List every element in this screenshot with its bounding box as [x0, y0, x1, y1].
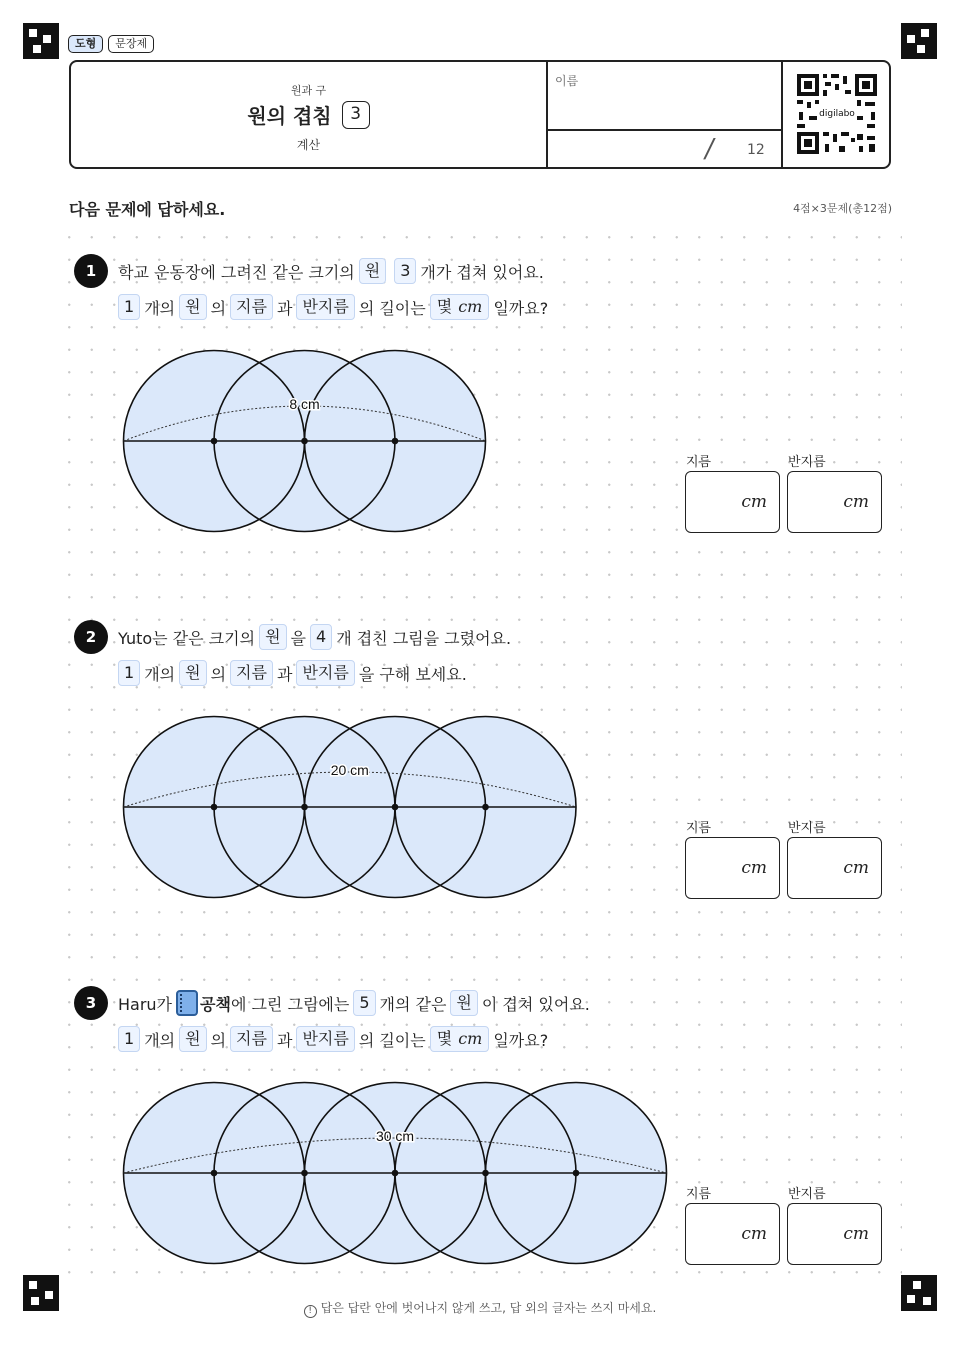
footer-text: 답은 답란 안에 벗어나지 않게 쓰고, 답 외의 글자는 쓰지 마세요. [320, 1301, 657, 1315]
radius-answer-label: 반지름 [788, 1187, 826, 1202]
title-row [71, 100, 546, 129]
keyword-count: 3 [394, 258, 416, 284]
score-slash: / [702, 134, 717, 164]
center-point [211, 804, 218, 811]
page-bottom-margin [0, 1278, 960, 1358]
keyword-count: 1 [118, 660, 140, 686]
center-point [301, 438, 308, 445]
question-1-figure [118, 345, 678, 540]
name-label: 이름 [555, 74, 579, 88]
question-text: 의 길이는 [358, 1030, 426, 1050]
question-number-1: 1 [74, 254, 108, 288]
center-point [573, 1170, 580, 1177]
diameter-answer-box[interactable] [685, 837, 780, 899]
keyword-circle: 원 [359, 258, 386, 284]
center-point [392, 804, 399, 811]
center-point [392, 438, 399, 445]
diameter-answer-label: 지름 [686, 821, 712, 836]
diameter-answer-box[interactable] [685, 471, 780, 533]
question-text: 일까요? [493, 298, 549, 318]
length-label: 8 cm [289, 396, 320, 412]
type-tag: 문장제 [108, 35, 154, 53]
question-text: Haru가 [118, 994, 173, 1014]
score-note: 4점×3문제(총12점) [793, 202, 892, 215]
radius-answer-box[interactable] [787, 1203, 882, 1265]
length-label: 20 cm [330, 762, 369, 778]
keyword-count: 1 [118, 1026, 140, 1052]
score-field[interactable] [546, 131, 781, 167]
name-field[interactable] [546, 62, 781, 129]
question-text: 개의 같은 [379, 994, 447, 1014]
question-number-3: 3 [74, 986, 108, 1020]
answer-unit: cm [741, 1224, 767, 1244]
question-3-line-2 [118, 1026, 548, 1052]
keyword-circle: 원 [179, 660, 206, 686]
keyword-diameter: 지름 [230, 660, 273, 686]
question-text: 개의 [144, 1030, 176, 1050]
question-text: 일까요? [493, 1030, 549, 1050]
diameter-answer-box[interactable] [685, 1203, 780, 1265]
question-text: 개가 겹쳐 있어요. [420, 262, 544, 282]
keyword-diameter: 지름 [230, 294, 273, 320]
keyword-radius: 반지름 [296, 1026, 354, 1052]
question-text: 을 [290, 628, 306, 648]
qr-caption: digilabo [819, 109, 855, 119]
question-3-figure [118, 1077, 678, 1272]
question-text: Yuto는 같은 크기의 [118, 628, 256, 648]
worksheet-tags [68, 35, 154, 53]
notebook-word: 공책 [200, 994, 231, 1014]
answer-unit: cm [843, 1224, 869, 1244]
keyword-count: 4 [310, 624, 332, 650]
notebook-icon [176, 990, 198, 1016]
footer-note [0, 1299, 960, 1318]
keyword-circle: 원 [259, 624, 286, 650]
question-text: 학교 운동장에 그려진 같은 크기의 [118, 262, 355, 282]
center-point [211, 1170, 218, 1177]
center-point [301, 1170, 308, 1177]
center-point [482, 1170, 489, 1177]
question-3-line-1 [118, 990, 590, 1016]
question-2-figure [118, 711, 678, 906]
worksheet-header [69, 60, 891, 169]
question-number-2: 2 [74, 620, 108, 654]
center-point [482, 804, 489, 811]
diameter-answer-label: 지름 [686, 1187, 712, 1202]
page-right-margin [902, 0, 960, 1358]
answer-unit: cm [741, 858, 767, 878]
question-2-line-2 [118, 660, 467, 686]
title-area [71, 62, 546, 167]
keyword-how-many-cm: 몇 cm [430, 1026, 490, 1052]
center-point [301, 804, 308, 811]
question-1-line-2 [118, 294, 548, 320]
question-text: 과 [276, 298, 293, 318]
keyword-circle: 원 [179, 294, 206, 320]
question-text: 개 겹친 그림을 그렸어요. [336, 628, 512, 648]
keyword-count: 5 [353, 990, 375, 1016]
question-1-line-1 [118, 258, 544, 284]
question-text: 의 [210, 298, 227, 318]
keyword-count: 1 [118, 294, 140, 320]
question-text: 의 [210, 664, 227, 684]
registration-marker-top-right [901, 23, 937, 59]
category-tag: 도형 [68, 35, 103, 53]
question-text: 과 [276, 664, 293, 684]
header-divider [781, 62, 783, 167]
unit-name: 원과 구 [290, 84, 327, 97]
question-text: 의 길이는 [358, 298, 426, 318]
keyword-radius: 반지름 [296, 294, 354, 320]
keyword-circle: 원 [179, 1026, 206, 1052]
radius-answer-box[interactable] [787, 837, 882, 899]
instruction: 다음 문제에 답하세요. [69, 200, 226, 219]
worksheet-number: 3 [342, 101, 370, 129]
question-text: 을 구해 보세요. [358, 664, 467, 684]
question-text: 과 [276, 1030, 293, 1050]
question-text: 에 그린 그림에는 [230, 994, 350, 1014]
radius-answer-label: 반지름 [788, 455, 826, 470]
keyword-diameter: 지름 [230, 1026, 273, 1052]
question-text: 의 [210, 1030, 227, 1050]
question-2-line-1 [118, 624, 511, 650]
answer-unit: cm [843, 858, 869, 878]
radius-answer-label: 반지름 [788, 821, 826, 836]
keyword-how-many-cm: 몇 cm [430, 294, 490, 320]
diameter-answer-label: 지름 [686, 455, 712, 470]
answer-unit: cm [741, 492, 767, 512]
page-left-margin [0, 0, 58, 1358]
keyword-radius: 반지름 [296, 660, 354, 686]
question-text: 이 겹쳐 있어요. [481, 994, 590, 1014]
registration-marker-top-left [23, 23, 59, 59]
length-label: 30 cm [375, 1128, 415, 1144]
score-total: 12 [747, 142, 765, 158]
question-text: 개의 [144, 298, 176, 318]
answer-unit: cm [843, 492, 869, 512]
warning-icon: ! [304, 1305, 317, 1318]
page-title: 원의 겹침 [247, 104, 332, 128]
question-text: 개의 [144, 664, 176, 684]
center-point [392, 1170, 399, 1177]
radius-answer-box[interactable] [787, 471, 882, 533]
page-subtitle: 계산 [296, 138, 321, 152]
center-point [211, 438, 218, 445]
keyword-circle: 원 [450, 990, 477, 1016]
qr-code [795, 72, 879, 156]
